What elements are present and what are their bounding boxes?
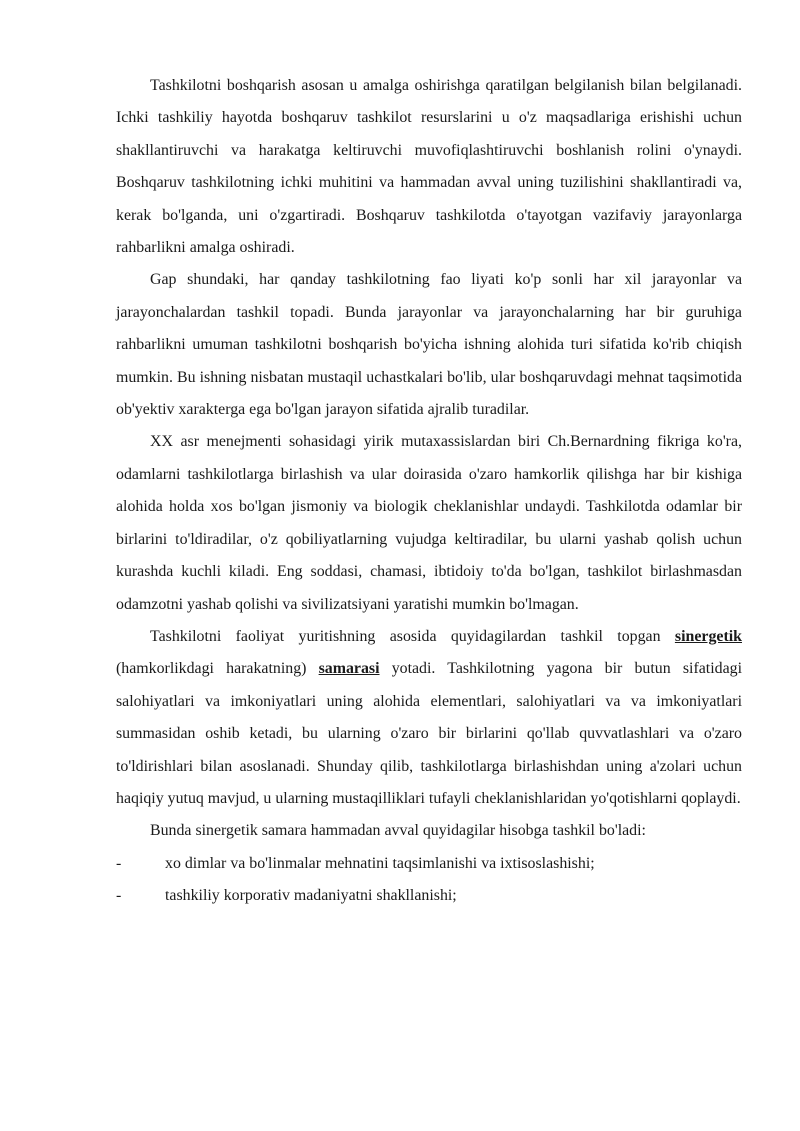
synergy-text-2: (hamkorlikdagi harakatning) [116, 660, 319, 678]
list-dash: - [116, 854, 122, 872]
keyword-samarasi: samarasi [318, 660, 380, 678]
synergy-text-1: Tashkilotni faoliyat yuritishning asosida quyidagilardan tashkil topgan [150, 627, 675, 645]
list-item [116, 880, 742, 912]
list-dash: - [116, 887, 122, 905]
paragraph-synergy [116, 621, 742, 815]
paragraph-synergy-sources: Bunda sinergetik samara hammadan avval quyidagilar hisobga tashkil bo'ladi: [150, 822, 646, 840]
synergy-text-3: yotadi. Tashkilotning yagona bir butun sifatidagi salohiyatlari va imkoniyatlari uning alohida elementlari, salohiyatlari va va imkoniyatlari summasidan oshib ketadi, bu ularning o'zaro bir birlarini qo'llab quvvatlashlari va o'zaro to'ldirishlari bilan asoslanadi. Shunday qilib, tashkilotlarga birlashishdan uning a'zolari uchun haqiqiy yutuq mavjud, u ularning mustaqilliklari tufayli cheklanishlaridan yo'qotishlarni qoplaydi. [116, 660, 742, 807]
document-page [116, 70, 742, 913]
paragraph-processes: Gap shundaki, har qanday tashkilotning fao liyati ko'p sonli har xil jarayonlar va jarayonchalardan tashkil topadi. Bunda jarayonlar va jarayonchalarning har bir guruhiga rahbarlikni umuman tashkilotni boshqarish bo'yicha ishning alohida turi sifatida ko'rib chiqish mumkin. Bu ishning nisbatan mustaqil uchastkalari bo'lib, ular boshqaruvdagi mehnat taqsimotida ob'yektiv xarakterga ega bo'lgan jarayon sifatida ajralib turadilar. [116, 271, 742, 419]
keyword-sinergetik: sinergetik [674, 627, 742, 645]
list-item [116, 848, 742, 880]
paragraph-management-definition: Tashkilotni boshqarish asosan u amalga oshirishga qaratilgan belgilanish bilan belgilanadi. Ichki tashkiliy hayotda boshqaruv tashkilot resurslarini u o'z maqsadlariga erishishi uchun shakllantiruvchi va harakatga keltiruvchi muvofiqlashtiruvchi boshlanish rolini o'ynaydi. Boshqaruv tashkilotning ichki muhitini va hammadan avval uning tuzilishini shakllantiradi va, kerak bo'lganda, uni o'zgartiradi. Boshqaruv tashkilotda o'tayotgan vazifaviy jarayonlarga rahbarlikni amalga oshiradi. [116, 77, 742, 257]
list-item-text: tashkiliy korporativ madaniyatni shakllanishi; [165, 887, 457, 905]
list-item-text: xo dimlar va bo'linmalar mehnatini taqsimlanishi va ixtisoslashishi; [165, 854, 595, 872]
paragraph-bernard: XX asr menejmenti sohasidagi yirik mutaxassislardan biri Ch.Bernardning fikriga ko'ra, odamlarni tashkilotlarga birlashish va ular doirasida o'zaro hamkorlik qilishga har bir kishiga alohida holda xos bo'lgan jismoniy va biologik cheklanishlar undaydi. Tashkilotda odamlar bir birlarini to'ldiradilar, o'z qobiliyatlarning vujudga keltiradilar, bu ularni yashab qolish uchun kurashda kuchli kiladi. Eng soddasi, chamasi, ibtidoiy to'da bo'lgan, tashkilot birlashmasdan odamzotni yashab qolishi va sivilizatsiyani yaratishi mumkin bo'lmagan. [116, 433, 742, 613]
